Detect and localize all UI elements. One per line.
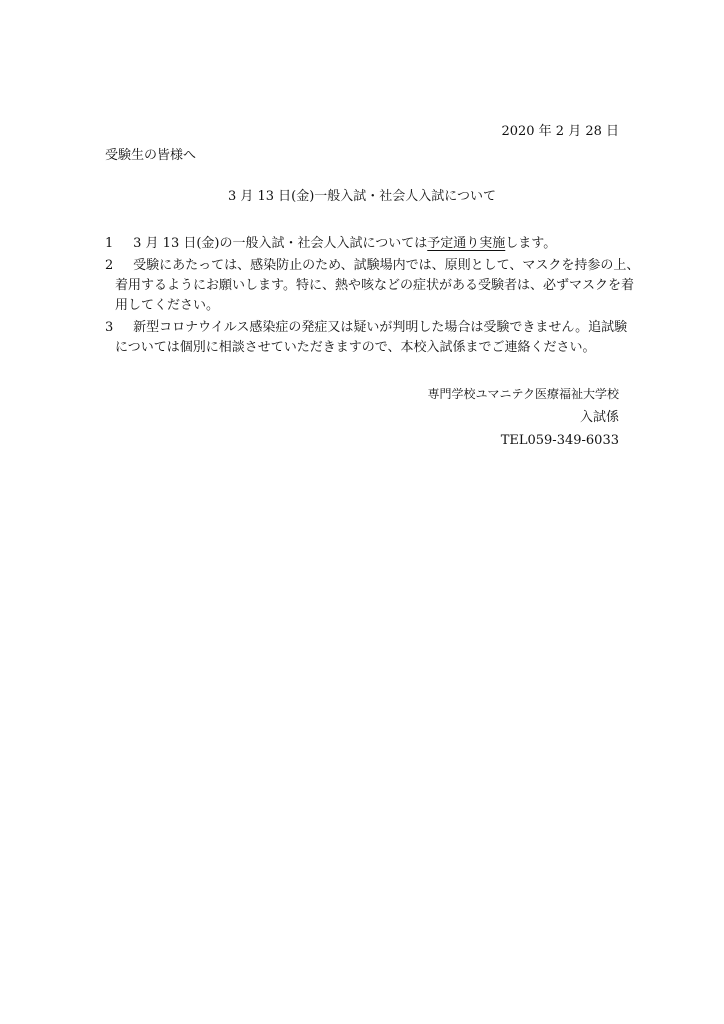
signature-department: 入試係 [579, 410, 619, 425]
notice-items [105, 234, 640, 360]
item-emphasis: 予定通り実施 [427, 236, 506, 251]
notice-title: 3 月 13 日(金)一般入試・社会人入試について [227, 189, 497, 204]
item-number: 1 [105, 236, 114, 251]
salutation: 受験生の皆様へ [105, 148, 197, 163]
item-text: 3 月 13 日(金)の一般入試・社会人入試については [133, 236, 428, 251]
item-line: については個別に相談させていただきますので、本校入試係までご連絡ください。 [115, 340, 596, 355]
item-number: 3 [105, 320, 114, 335]
item-text: します。 [505, 236, 557, 251]
signature-phone: TEL059-349-6033 [500, 433, 619, 448]
item-line [129, 256, 640, 276]
item-line [129, 318, 628, 338]
item-line: 着用するようにお願いします。特に、熱や咳などの症状がある受験者は、必ずマスクを着 [115, 278, 634, 293]
notice-item-2 [105, 256, 640, 316]
notice-date: 2020 年 2 月 28 日 [501, 124, 619, 139]
notice-item-3 [105, 318, 628, 358]
item-text: 受験にあたっては、感染防止のため、試験場内では、原則として、マスクを持参の上、 [133, 258, 640, 273]
item-line: 用してください。 [115, 298, 220, 313]
item-number: 2 [105, 258, 114, 273]
item-line [129, 234, 625, 254]
item-text: 新型コロナウイルス感染症の発症又は疑いが判明した場合は受験できません。追試験 [133, 320, 628, 335]
signature-organization: 専門学校ユマニテク医療福祉大学校 [427, 387, 619, 401]
notice-item-1 [105, 234, 625, 254]
